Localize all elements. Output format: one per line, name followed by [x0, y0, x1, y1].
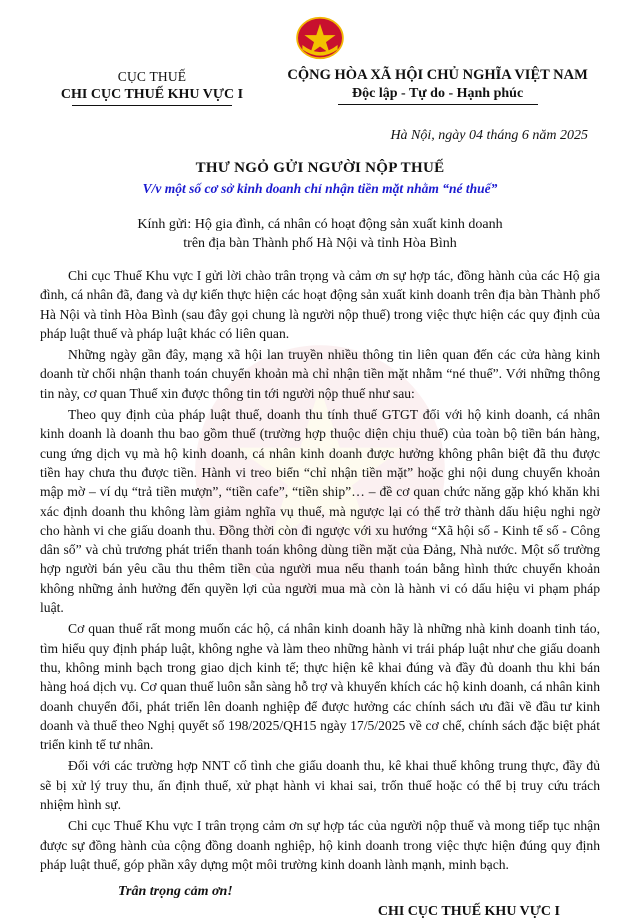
- closing-line: Trân trọng cảm ơn!: [118, 884, 233, 900]
- body-paragraph: Đối với các trường hợp NNT cố tình che giấu doanh thu, kê khai thuế không trung thực, đầy đủ sẽ bị xử lý truy thu, ấn định thuế, xử phạt hành vi khai sai, trốn thuế hoặc có thể bị truy cứu trách nhiệm hình sự.: [40, 758, 600, 813]
- body-paragraph: Chi cục Thuế Khu vực I trân trọng cảm ơn sự hợp tác của người nộp thuế và mong tiếp tục nhận được sự đồng hành của cộng đồng doanh nghiệp, hộ kinh doanh trong việc thực hiện đúng quy định pháp luật thuế, góp phần xây dựng một môi trường kinh doanh lành mạnh, minh bạch.: [40, 818, 600, 872]
- country-name: CỘNG HÒA XÃ HỘI CHỦ NGHĨA VIỆT NAM: [287, 67, 588, 83]
- recipient-block: [40, 217, 600, 252]
- body-paragraph: Chi cục Thuế Khu vực I gửi lời chào trân trọng và cảm ơn sự hợp tác, đồng hành của các Hộ gia đình, cá nhân đã, đang và dự kiến thực hiện các hoạt động sản xuất kinh doanh trên địa bàn Thành phố Hà Nội và tỉnh Hòa Bình (sau đây gọi chung là người nộp thuế) trong việc thực hiện các quy định của pháp luật thuế và pháp luật khác có liên quan.: [40, 268, 600, 341]
- motto-underline: [338, 104, 538, 105]
- vietnam-national-emblem-icon: [293, 16, 347, 60]
- body-paragraph: Những ngày gần đây, mạng xã hội lan truyền nhiều thông tin liên quan đến các cửa hàng kinh doanh từ chối nhận thanh toán chuyển khoản mà chỉ nhận tiền mặt nhằm “né thuế”. Với những thông tin này, cơ quan Thuế xin được thông tin tới người nộp thuế như sau:: [40, 347, 600, 401]
- page-subtitle: V/v một số cơ sở kinh doanh chỉ nhận tiền mặt nhằm “né thuế”: [142, 181, 498, 196]
- body-paragraph: Theo quy định của pháp luật thuế, doanh thu tính thuế GTGT đối với hộ kinh doanh, cá nhân kinh doanh là doanh thu bao gồm thuế (trường hợp thuộc diện chịu thuế) của toàn bộ tiền bán hàng, cung ứng dịch vụ mà hộ kinh doanh, cá nhân kinh doanh được hưởng không phân biệt đã thu được tiền hay chưa thu được tiền. Hành vi treo biển “chỉ nhận tiền mặt” hoặc ghi nội dung chuyển khoản mập mờ – ví dụ “trả tiền mượn”, “tiền cafe”, “tiền ship”… – đề cơ quan chức năng gặp khó khăn khi xác định doanh thu không làm giảm nghĩa vụ thuế, mà ngược lại có thể trở thành dấu hiệu nghi ngờ cho hành vi che giấu doanh thu. Đồng thời còn đi ngược với xu hướng “Xã hội số - Kinh tế số - Công dân số” và chủ trương phát triển thanh toán không dùng tiền mặt của Đảng, Nhà nước. Một số trường hợp người bán yêu cầu thu thêm tiền của người mua nếu thanh toán bằng hình thức chuyển khoản không những ảnh hưởng đến quyền lợi của người mua mà còn là hành vi có dấu hiệu vi phạm pháp luật.: [40, 407, 600, 616]
- signature-block: CHI CỤC THUẾ KHU VỰC I: [377, 904, 560, 920]
- document-header: [40, 67, 600, 106]
- document-body: [40, 266, 600, 874]
- national-emblem: [40, 16, 600, 65]
- authority-underline: [72, 105, 232, 106]
- national-motto: [275, 67, 600, 105]
- authority-line-1: CỤC THUẾ: [117, 69, 187, 84]
- body-paragraph: Cơ quan thuế rất mong muốn các hộ, cá nhân kinh doanh hãy là những nhà kinh doanh tinh táo, tìm hiểu quy định pháp luật, không nghe và làm theo những hành vi trái pháp luật như che giấu doanh thu, không minh bạch trong giao dịch kinh tế; thực hiện kê khai đúng và đầy đủ doanh thu khi bán hàng hoá dịch vụ. Cơ quan thuế luôn sẵn sàng hỗ trợ và khuyến khích các hộ kinh doanh, cá nhân kinh doanh chuyển đổi, phát triển lên doanh nghiệp để được hưởng các chính sách ưu đãi về đầu tư kinh doanh và thuế theo Nghị quyết số 198/2025/QH15 ngày 17/5/2025 về cơ chế, chính sách đặc biệt phát triển kinh tế tư nhân.: [40, 621, 600, 753]
- recipient-line-1: Kính gửi: Hộ gia đình, cá nhân có hoạt động sản xuất kinh doanh: [137, 217, 503, 232]
- page-title: THƯ NGỎ GỬI NGƯỜI NỘP THUẾ: [195, 160, 445, 176]
- recipient-line-2: trên địa bàn Thành phố Hà Nội và tỉnh Hòa Bình: [183, 236, 457, 251]
- date-line: Hà Nội, ngày 04 tháng 6 năm 2025: [390, 128, 588, 143]
- motto-line: Độc lập - Tự do - Hạnh phúc: [352, 86, 524, 101]
- issuing-authority: [40, 67, 264, 106]
- authority-line-2: CHI CỤC THUẾ KHU VỰC I: [60, 87, 244, 102]
